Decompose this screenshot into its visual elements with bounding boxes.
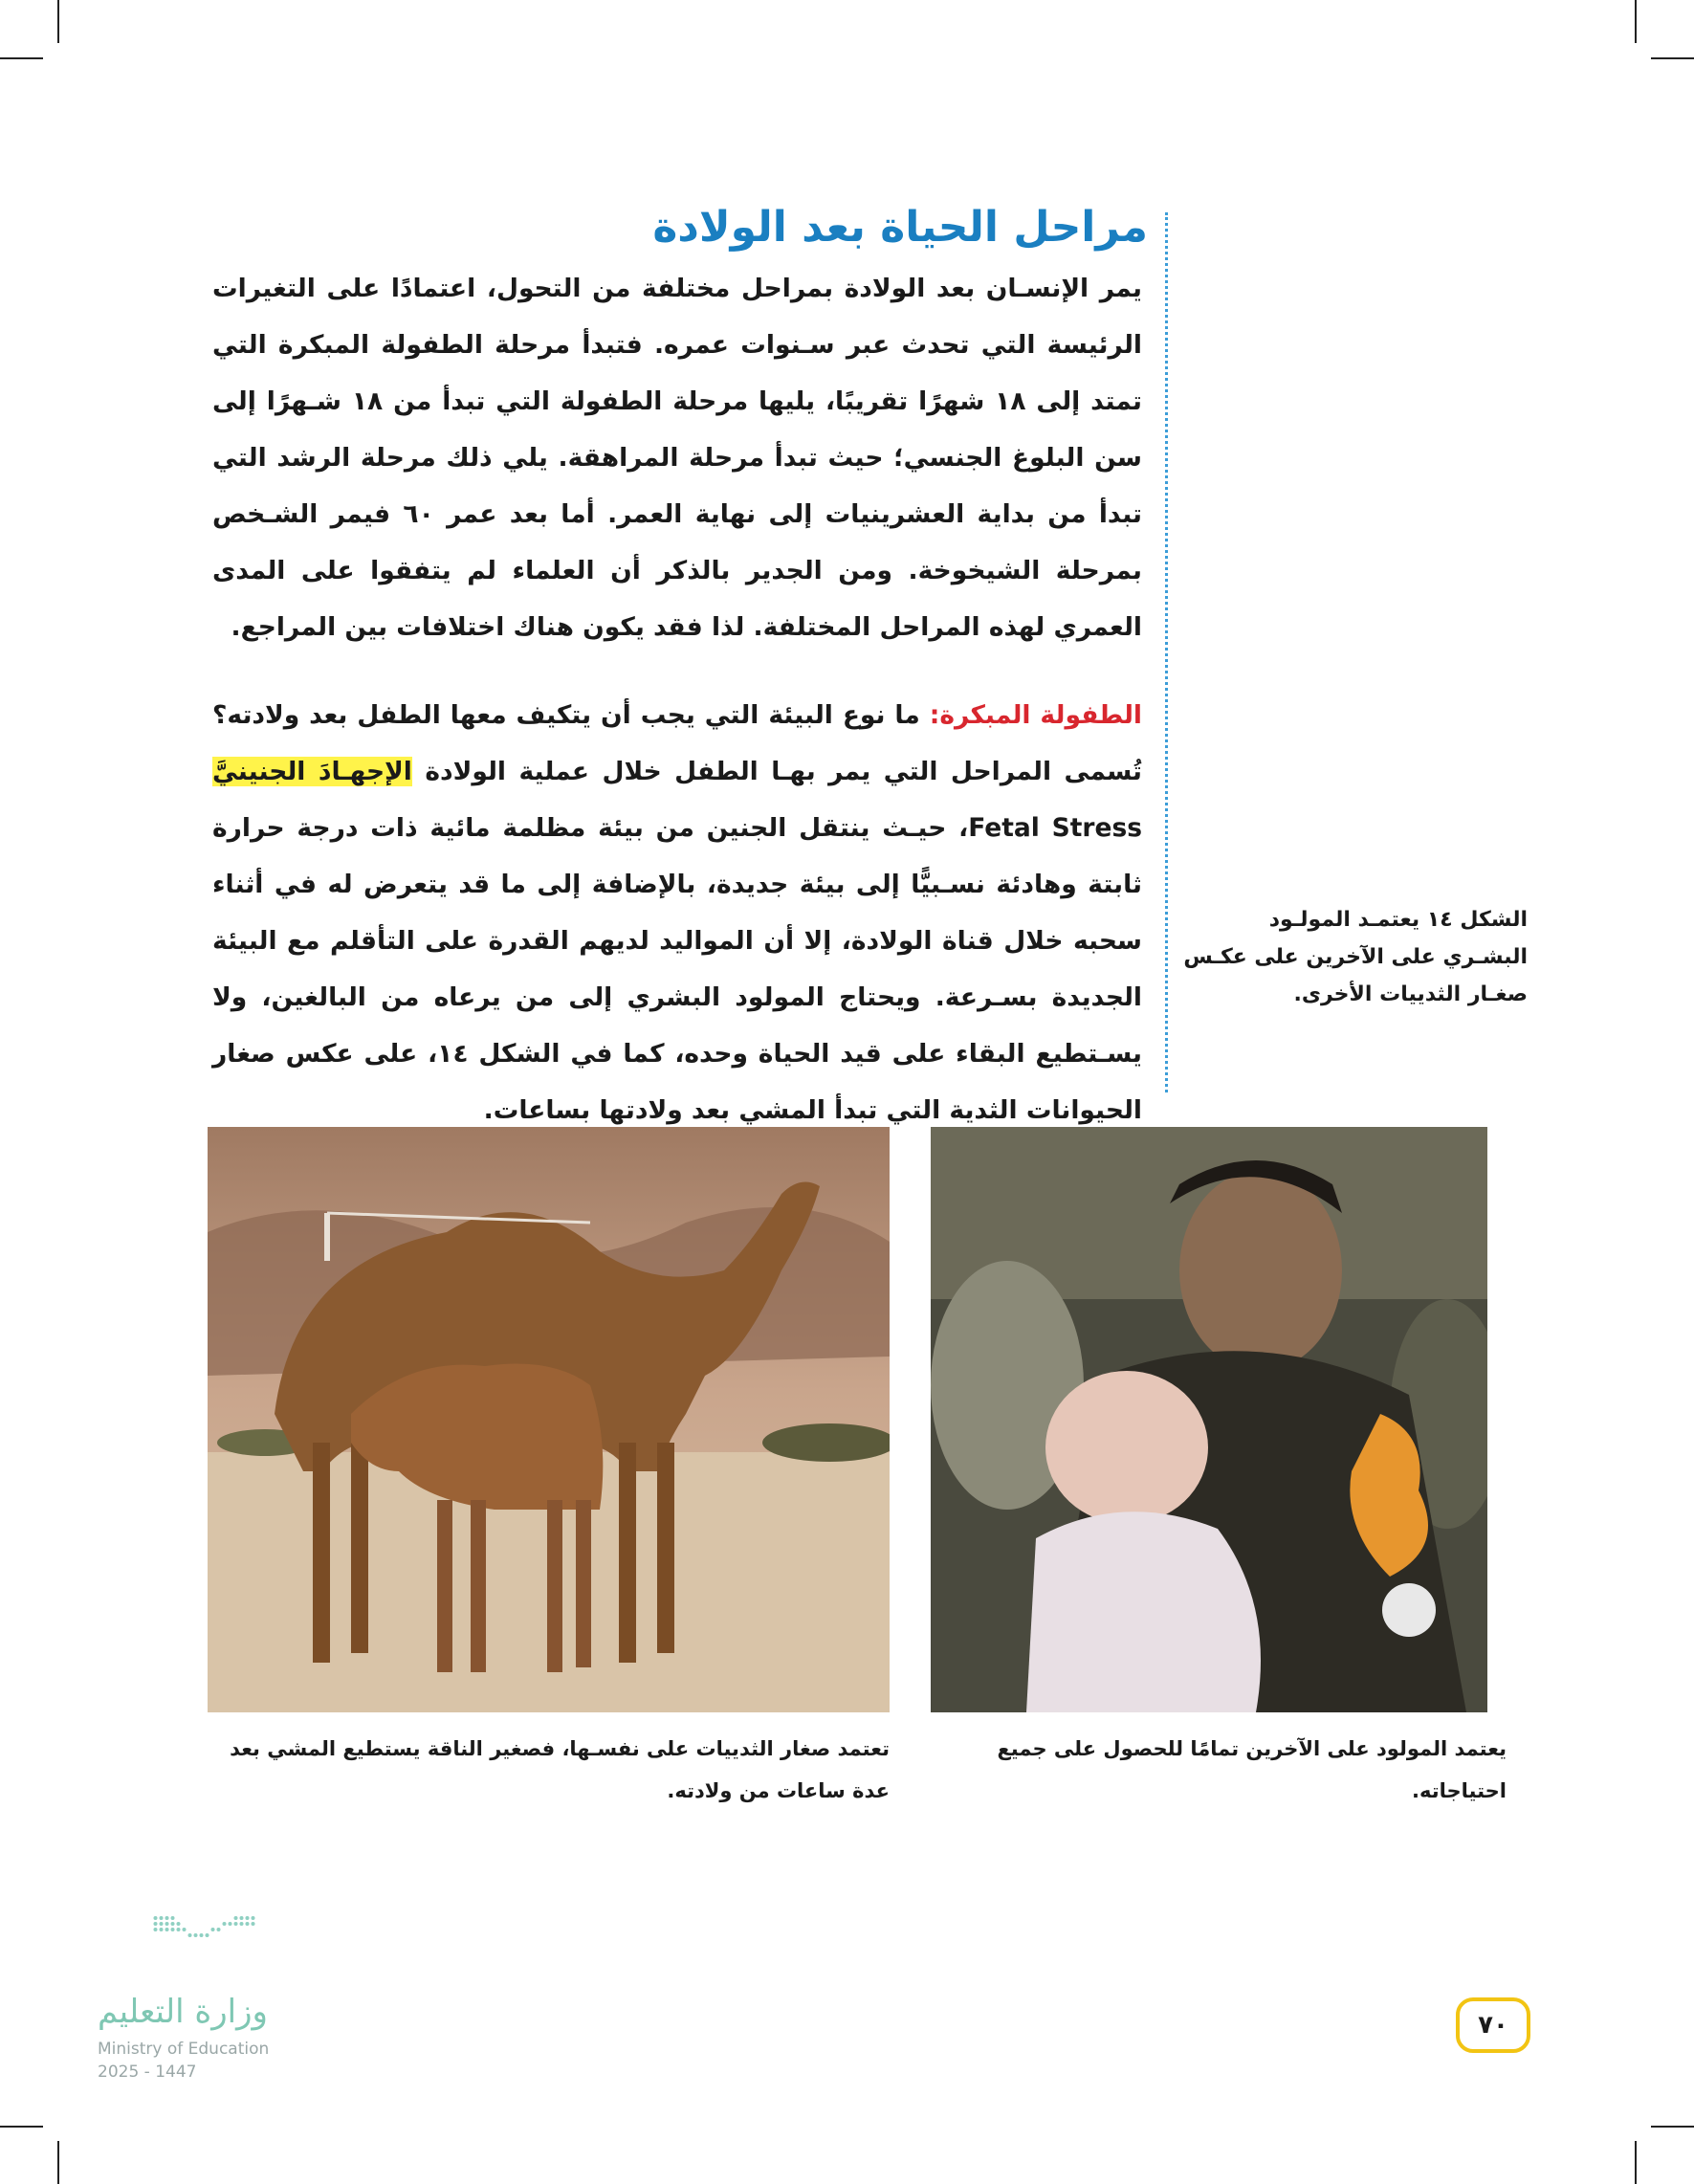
figure-caption [1178, 901, 1528, 1013]
crop-mark [0, 57, 43, 59]
ministry-name-en: Ministry of Education [98, 2040, 270, 2059]
figure-caption-text: يعتمـد المولـود البشـري على الآخرين على عكـس صغـار الثدييات الأخرى. [1183, 908, 1528, 1006]
page-number: ٧٠ [1456, 1997, 1530, 2053]
term-heading: الطفولة المبكرة: [929, 700, 1142, 730]
column-divider [1165, 212, 1168, 1092]
english-term: Fetal Stress [968, 813, 1142, 843]
crop-mark [57, 0, 59, 43]
crop-mark [1651, 2126, 1694, 2128]
figure-label: الشكل ١٤ [1426, 908, 1528, 932]
early-childhood-paragraph [212, 687, 1142, 1138]
crop-mark [0, 2126, 43, 2128]
crop-mark [1651, 57, 1694, 59]
intro-paragraph: يمر الإنسـان بعد الولادة بمراحل مختلفة من التحول، اعتمادًا على التغيرات الرئيسة التي تحدث عبر سـنوات عمره. فتبدأ مرحلة الطفولة المبكرة التي تمتد إلى ١٨ شهرًا تقريبًا، يليها مرحلة الطفولة التي تبدأ من ١٨ شـهرًا إلى سن البلوغ الجنسي؛ حيث تبدأ مرحلة المراهقة. يلي ذلك مرحلة الرشد التي تبدأ من بداية العشرينيات إلى نهاية العمر. أما بعد عمر ٦٠ فيمر الشـخص بمرحلة الشيخوخة. ومن الجدير بالذكر أن العلماء لم يتفقوا على المدى العمري لهذه المراحل المختلفة. لذا فقد يكون هناك اختلافات بين المراجع. [212, 274, 1142, 642]
paragraph-text: ما نوع البيئة التي يجب أن يتكيف معها الطفل بعد ولادته؟ تُسمى المراحل التي يمر بهـا الطفل خلال عملية الولادة [212, 700, 1143, 786]
highlighted-term: الإجهـادَ الجنينيَّ [212, 757, 412, 786]
academic-year: 2025 - 1447 [98, 2063, 197, 2082]
crop-mark [57, 2141, 59, 2184]
camel-photo [208, 1127, 890, 1712]
crop-mark [1635, 0, 1637, 43]
camel-photo-caption: تعتمد صغار الثدييات على نفسـها، فصغير الناقة يستطيع المشي بعد عدة ساعات من ولادته. [230, 1737, 890, 1802]
ministry-logo [96, 1913, 316, 1980]
ministry-name-ar: وزارة التعليم [98, 1993, 268, 2031]
section-title: مراحل الحياة بعد الولادة [652, 203, 1148, 252]
crop-mark [1635, 2141, 1637, 2184]
newborn-photo-caption: يعتمد المولود على الآخرين تمامًا للحصول على جميع احتياجاته. [997, 1737, 1507, 1802]
paragraph-text: ، حيـث ينتقل الجنين من بيئة مظلمة مائية ذات درجة حرارة ثابتة وهادئة نسـبيًّا إلى بيئة جديدة، بالإضافة إلى ما قد يتعرض له في أثناء سحبه خلال قناة الولادة، إلا أن المواليد لديهم القدرة على التأقلم مع البيئة الجديدة بسـرعة. ويحتاج المولود البشري إلى من يرعاه من البالغين، ولا يسـتطيع البقاء على قيد الحياة وحده، كما في الشكل ١٤، على عكس صغار الحيوانات الثدية التي تبدأ المشي بعد ولادتها بساعات. [212, 813, 1142, 1125]
newborn-photo [931, 1127, 1487, 1712]
